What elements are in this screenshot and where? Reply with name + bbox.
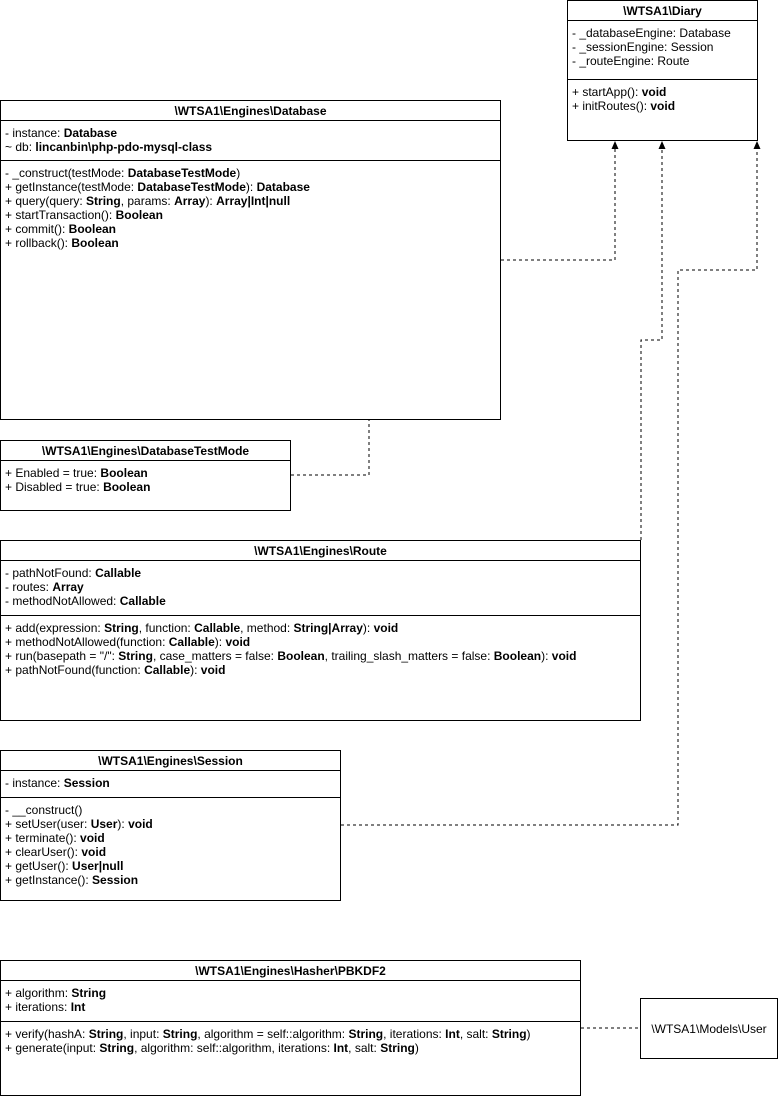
type-text: String <box>348 1027 384 1041</box>
type-text: Callable <box>194 621 241 635</box>
type-text: Int <box>445 1027 460 1041</box>
member-text: + startApp(): <box>572 85 642 99</box>
member-text: + getUser(): <box>5 859 73 873</box>
member-text: + Enabled = true: <box>5 466 101 480</box>
member-text: - pathNotFound: <box>5 566 96 580</box>
member-text: - instance: <box>5 776 64 790</box>
member-text: - routes: <box>5 580 53 594</box>
type-text: void <box>641 85 667 99</box>
member-text: ~ db: <box>5 140 36 154</box>
member-text: + setUser(user: <box>5 817 91 831</box>
member-text: , salt: <box>459 1027 492 1041</box>
member-text: , algorithm = self::algorithm: <box>197 1027 349 1041</box>
type-text: Array|Int|null <box>216 194 291 208</box>
type-text: void <box>225 635 251 649</box>
class-title: \WTSA1\Engines\DatabaseTestMode <box>1 441 290 461</box>
type-text: void <box>373 621 399 635</box>
member-text: - _construct(testMode: <box>5 166 128 180</box>
type-text: String <box>88 1027 124 1041</box>
type-text: String <box>104 621 139 635</box>
class-title: \WTSA1\Engines\Hasher\PBKDF2 <box>1 961 580 981</box>
member-text: + generate(input: <box>5 1041 100 1055</box>
type-text: String <box>99 1041 135 1055</box>
member-text: , algorithm: self::algorithm, iterations: <box>134 1041 334 1055</box>
member-text: + query(query: <box>5 194 87 208</box>
type-text: Boolean <box>100 466 148 480</box>
type-text: void <box>80 831 105 845</box>
type-text: String <box>162 1027 198 1041</box>
member-text: + startTransaction(): <box>5 208 116 222</box>
member-text: + rollback(): <box>5 236 72 250</box>
member-text: - instance: <box>5 126 64 140</box>
member-text: , method: <box>240 621 294 635</box>
member-text: + add(expression: <box>5 621 105 635</box>
member-text: + clearUser(): <box>5 845 82 859</box>
member-text: ): <box>214 635 226 649</box>
type-text: Database <box>256 180 310 194</box>
type-text: String <box>380 1041 415 1055</box>
member-text: + Disabled = true: <box>5 480 104 494</box>
type-text: Boolean <box>277 649 325 663</box>
member-text: + methodNotAllowed(function: <box>5 635 169 649</box>
member-text: - __construct() <box>5 803 83 817</box>
member-text: ): <box>205 194 217 208</box>
type-text: Session <box>92 873 139 887</box>
type-text: String <box>118 649 153 663</box>
member-text: ) <box>414 1041 419 1055</box>
member-text: + pathNotFound(function: <box>5 663 145 677</box>
arrowhead-database-to-diary <box>612 141 619 149</box>
member-text: ): <box>362 621 374 635</box>
arrowhead-route-to-diary <box>659 141 666 149</box>
arrowhead-session-to-diary <box>754 141 761 149</box>
member-text: ) <box>526 1027 531 1041</box>
type-text: lincanbin\php-pdo-mysql-class <box>35 140 213 154</box>
type-text: Callable <box>144 663 191 677</box>
type-text: DatabaseTestMode <box>137 180 246 194</box>
type-text: Callable <box>168 635 215 649</box>
connector-session-to-diary <box>341 148 757 825</box>
type-text: User|null <box>72 859 124 873</box>
type-text: void <box>650 99 676 113</box>
member-text: , iterations: <box>383 1027 446 1041</box>
connector-route-to-diary <box>641 148 662 540</box>
member-text: + algorithm: <box>5 986 72 1000</box>
member-text: + getInstance(testMode: <box>5 180 138 194</box>
type-text: Session <box>63 776 110 790</box>
member-text: + terminate(): <box>5 831 81 845</box>
type-text: Array <box>174 194 206 208</box>
member-text: , params: <box>120 194 175 208</box>
type-text: Boolean <box>71 236 119 250</box>
member-text: ): <box>117 817 129 831</box>
class-title: \WTSA1\Engines\Database <box>1 101 500 121</box>
type-text: Database <box>63 126 118 140</box>
connector-database-to-diary <box>501 148 615 260</box>
type-text: void <box>128 817 153 831</box>
member-text: - _databaseEngine: Database <box>572 26 731 40</box>
member-text: + iterations: <box>5 1000 71 1014</box>
member-text: ) <box>236 166 241 180</box>
type-text: String <box>86 194 121 208</box>
type-text: void <box>551 649 577 663</box>
connector-test-mode-to-database <box>291 420 369 475</box>
class-title: \WTSA1\Engines\Session <box>1 751 340 771</box>
member-text: + verify(hashA: <box>5 1027 89 1041</box>
member-text: , function: <box>138 621 195 635</box>
type-text: String|Array <box>293 621 363 635</box>
member-text: - _sessionEngine: Session <box>572 40 714 54</box>
type-text: Boolean <box>68 222 117 236</box>
type-text: Boolean <box>115 208 163 222</box>
type-text: DatabaseTestMode <box>127 166 237 180</box>
type-text: String <box>71 986 107 1000</box>
type-text: User <box>90 817 118 831</box>
type-text: String <box>491 1027 527 1041</box>
member-text: ): <box>245 180 257 194</box>
class-title: \WTSA1\Diary <box>568 1 757 21</box>
member-text: + run(basepath = "/": <box>5 649 119 663</box>
type-text: Array <box>52 580 84 594</box>
type-text: void <box>81 845 107 859</box>
type-text: Boolean <box>103 480 151 494</box>
member-text: , salt: <box>348 1041 381 1055</box>
type-text: Callable <box>119 594 166 608</box>
member-text: ): <box>541 649 552 663</box>
type-text: Callable <box>95 566 142 580</box>
member-text: - methodNotAllowed: <box>5 594 120 608</box>
type-text: Int <box>333 1041 349 1055</box>
member-text: + getInstance(): <box>5 873 93 887</box>
member-text: + commit(): <box>5 222 69 236</box>
member-text: ): <box>190 663 201 677</box>
member-text: , case_matters = false: <box>152 649 278 663</box>
type-text: void <box>200 663 226 677</box>
member-text: , trailing_slash_matters = false: <box>324 649 494 663</box>
user-model-label: \WTSA1\Models\User <box>651 1021 767 1036</box>
member-text: , input: <box>123 1027 163 1041</box>
member-text: - _routeEngine: Route <box>572 54 690 68</box>
member-text: + initRoutes(): <box>572 99 651 113</box>
class-title: \WTSA1\Engines\Route <box>1 541 640 561</box>
type-text: Boolean <box>493 649 542 663</box>
type-text: Int <box>70 1000 86 1014</box>
